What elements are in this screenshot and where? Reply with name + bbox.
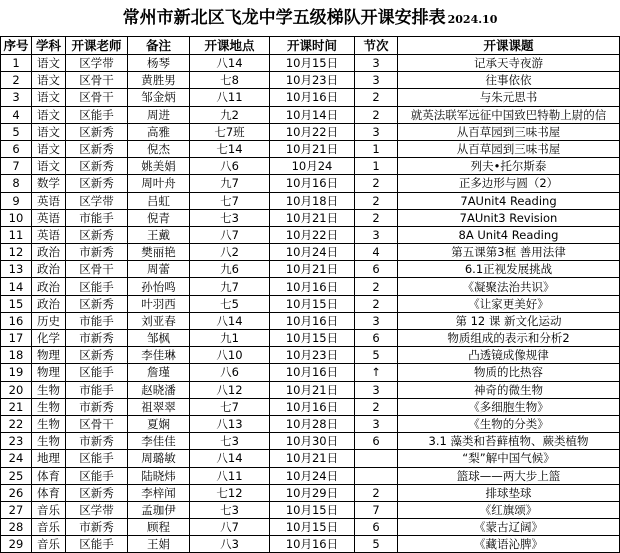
time-cell: 10月16日 — [270, 364, 355, 381]
table-row — [1, 415, 620, 432]
row-number: 24 — [1, 450, 32, 467]
period-cell: ↑ — [355, 364, 398, 381]
table-row — [1, 295, 620, 312]
table-row — [1, 55, 620, 72]
time-cell: 10月21日 — [270, 261, 355, 278]
subject-cell: 生物 — [32, 433, 66, 450]
table-row — [1, 467, 620, 484]
topic-cell: 物质的比热容 — [398, 364, 620, 381]
room-cell: 九1 — [190, 330, 270, 347]
row-number: 20 — [1, 381, 32, 398]
period-cell: 6 — [355, 261, 398, 278]
tier-cell: 区新秀 — [66, 158, 128, 175]
room-cell: 八14 — [190, 55, 270, 72]
topic-cell: 神奇的微生物 — [398, 381, 620, 398]
subject-cell: 体育 — [32, 484, 66, 501]
time-cell: 10月15日 — [270, 330, 355, 347]
topic-cell: 7AUnit3 Revision — [398, 209, 620, 226]
topic-cell: 排球垫球 — [398, 484, 620, 501]
row-number: 8 — [1, 175, 32, 192]
period-cell: 6 — [355, 330, 398, 347]
topic-cell: 列夫•托尔斯泰 — [398, 158, 620, 175]
room-cell: 七7 — [190, 192, 270, 209]
row-number: 26 — [1, 484, 32, 501]
teacher-cell: 姚美娟 — [128, 158, 190, 175]
teacher-cell: 王戴 — [128, 226, 190, 243]
room-cell: 九2 — [190, 106, 270, 123]
period-cell: 6 — [355, 519, 398, 536]
time-cell: 10月29日 — [270, 484, 355, 501]
time-cell: 10月16日 — [270, 312, 355, 329]
period-cell: 3 — [355, 381, 398, 398]
topic-cell: 《凝聚法治共识》 — [398, 278, 620, 295]
subject-cell: 语文 — [32, 140, 66, 157]
subject-cell: 物理 — [32, 364, 66, 381]
tier-cell: 市新秀 — [66, 244, 128, 261]
period-cell — [355, 450, 398, 467]
tier-cell: 区学带 — [66, 192, 128, 209]
time-cell: 10月22日 — [270, 226, 355, 243]
table-row — [1, 192, 620, 209]
period-cell: 2 — [355, 484, 398, 501]
time-cell: 10月21日 — [270, 381, 355, 398]
topic-cell: 记承天寺夜游 — [398, 55, 620, 72]
time-cell: 10月14日 — [270, 106, 355, 123]
topic-cell: 第 12 课 新文化运动 — [398, 312, 620, 329]
topic-cell: 篮球——两大步上篮 — [398, 467, 620, 484]
row-number: 12 — [1, 244, 32, 261]
time-cell: 10月15日 — [270, 501, 355, 518]
table-row — [1, 72, 620, 89]
tier-cell: 区新秀 — [66, 484, 128, 501]
topic-cell: 物质组成的表示和分析2 — [398, 330, 620, 347]
room-cell: 八10 — [190, 347, 270, 364]
table-body — [1, 55, 620, 553]
room-cell: 八6 — [190, 364, 270, 381]
topic-cell: 《蒙古辽阔》 — [398, 519, 620, 536]
tier-cell: 市新秀 — [66, 519, 128, 536]
row-number: 16 — [1, 312, 32, 329]
subject-cell: 数学 — [32, 175, 66, 192]
teacher-cell: 倪杰 — [128, 140, 190, 157]
room-cell: 八6 — [190, 158, 270, 175]
time-cell: 10月16日 — [270, 398, 355, 415]
subject-cell: 语文 — [32, 123, 66, 140]
topic-cell: 7AUnit4 Reading — [398, 192, 620, 209]
row-number: 28 — [1, 519, 32, 536]
table-row — [1, 209, 620, 226]
subject-cell: 化学 — [32, 330, 66, 347]
topic-cell: 《生物的分类》 — [398, 415, 620, 432]
row-number: 25 — [1, 467, 32, 484]
room-cell: 八3 — [190, 536, 270, 553]
table-row — [1, 158, 620, 175]
teacher-cell: 孙怡鸣 — [128, 278, 190, 295]
topic-cell: 《红旗颂》 — [398, 501, 620, 518]
tier-cell: 市新秀 — [66, 330, 128, 347]
period-cell: 6 — [355, 433, 398, 450]
table-row — [1, 484, 620, 501]
room-cell: 九7 — [190, 278, 270, 295]
time-cell: 10月30日 — [270, 433, 355, 450]
room-cell: 九6 — [190, 261, 270, 278]
period-cell: 5 — [355, 536, 398, 553]
row-number: 11 — [1, 226, 32, 243]
time-cell: 10月23日 — [270, 347, 355, 364]
period-cell: 2 — [355, 89, 398, 106]
topic-cell: 就英法联军远征中国致巴特勒上尉的信 — [398, 106, 620, 123]
teacher-cell: 黄胜男 — [128, 72, 190, 89]
topic-cell: 往事依依 — [398, 72, 620, 89]
tier-cell: 市能手 — [66, 209, 128, 226]
teacher-cell: 祖翠翠 — [128, 398, 190, 415]
row-number: 9 — [1, 192, 32, 209]
row-number: 22 — [1, 415, 32, 432]
teacher-cell: 王娟 — [128, 536, 190, 553]
table-row — [1, 244, 620, 261]
teacher-cell: 李佳琳 — [128, 347, 190, 364]
title-text: 常州市新北区飞龙中学五级梯队开课安排表 — [122, 8, 446, 28]
table-row — [1, 450, 620, 467]
subject-cell: 生物 — [32, 415, 66, 432]
tier-cell: 区骨干 — [66, 261, 128, 278]
period-cell: 3 — [355, 226, 398, 243]
topic-cell: 凸透镜成像规律 — [398, 347, 620, 364]
tier-cell: 区能手 — [66, 536, 128, 553]
subject-cell: 历史 — [32, 312, 66, 329]
time-cell: 10月16日 — [270, 278, 355, 295]
table-row — [1, 140, 620, 157]
subject-cell: 语文 — [32, 89, 66, 106]
tier-cell: 区骨干 — [66, 72, 128, 89]
row-number: 17 — [1, 330, 32, 347]
room-cell: 七5 — [190, 295, 270, 312]
room-cell: 八11 — [190, 467, 270, 484]
table-row — [1, 89, 620, 106]
tier-cell: 区骨干 — [66, 415, 128, 432]
teacher-cell: 邹枫 — [128, 330, 190, 347]
tier-cell: 区新秀 — [66, 226, 128, 243]
time-cell: 10月15日 — [270, 55, 355, 72]
teacher-cell: 夏娴 — [128, 415, 190, 432]
period-cell: 1 — [355, 140, 398, 157]
table-row — [1, 226, 620, 243]
tier-cell: 区新秀 — [66, 175, 128, 192]
tier-cell: 市新秀 — [66, 398, 128, 415]
time-cell: 10月21日 — [270, 209, 355, 226]
teacher-cell: 李佳佳 — [128, 433, 190, 450]
room-cell: 七3 — [190, 501, 270, 518]
period-cell — [355, 467, 398, 484]
table-row — [1, 536, 620, 553]
row-number: 1 — [1, 55, 32, 72]
row-number: 21 — [1, 398, 32, 415]
tier-cell: 区能手 — [66, 106, 128, 123]
period-cell: 2 — [355, 278, 398, 295]
teacher-cell: 詹瑾 — [128, 364, 190, 381]
teacher-cell: 李梓闻 — [128, 484, 190, 501]
tier-cell: 区新秀 — [66, 123, 128, 140]
room-cell: 七3 — [190, 433, 270, 450]
tier-cell: 市能手 — [66, 312, 128, 329]
row-number: 15 — [1, 295, 32, 312]
row-number: 6 — [1, 140, 32, 157]
header-col-subject: 学科 — [32, 37, 66, 55]
subject-cell: 物理 — [32, 347, 66, 364]
row-number: 7 — [1, 158, 32, 175]
table-row — [1, 261, 620, 278]
tier-cell: 区新秀 — [66, 140, 128, 157]
header-col-teacher: 备注 — [128, 37, 190, 55]
room-cell: 八13 — [190, 415, 270, 432]
table-row — [1, 519, 620, 536]
table-row — [1, 501, 620, 518]
time-cell: 10月15日 — [270, 519, 355, 536]
header-col-no: 序号 — [1, 37, 32, 55]
teacher-cell: 孟珈伊 — [128, 501, 190, 518]
header-col-room: 开课地点 — [190, 37, 270, 55]
table-row — [1, 347, 620, 364]
subject-cell: 语文 — [32, 106, 66, 123]
topic-cell: 第五课第3框 善用法律 — [398, 244, 620, 261]
topic-cell: 与朱元思书 — [398, 89, 620, 106]
table-row — [1, 330, 620, 347]
teacher-cell: 周璐敏 — [128, 450, 190, 467]
time-cell: 10月28日 — [270, 415, 355, 432]
teacher-cell: 叶羽西 — [128, 295, 190, 312]
table-row — [1, 278, 620, 295]
tier-cell: 区能手 — [66, 467, 128, 484]
time-cell: 10月21日 — [270, 140, 355, 157]
title-date: 2024.10 — [447, 13, 498, 26]
room-cell: 七14 — [190, 140, 270, 157]
room-cell: 八14 — [190, 312, 270, 329]
room-cell: 八7 — [190, 519, 270, 536]
subject-cell: 生物 — [32, 398, 66, 415]
subject-cell: 音乐 — [32, 536, 66, 553]
period-cell: 7 — [355, 501, 398, 518]
subject-cell: 地理 — [32, 450, 66, 467]
room-cell: 七8 — [190, 72, 270, 89]
period-cell: 4 — [355, 244, 398, 261]
table-row — [1, 398, 620, 415]
subject-cell: 生物 — [32, 381, 66, 398]
subject-cell: 政治 — [32, 295, 66, 312]
teacher-cell: 赵晓潘 — [128, 381, 190, 398]
table-row — [1, 312, 620, 329]
header-row — [1, 37, 620, 55]
period-cell: 5 — [355, 347, 398, 364]
header-col-period: 节次 — [355, 37, 398, 55]
time-cell: 10月23日 — [270, 72, 355, 89]
period-cell: 3 — [355, 55, 398, 72]
period-cell: 2 — [355, 192, 398, 209]
time-cell: 10月21日 — [270, 450, 355, 467]
row-number: 29 — [1, 536, 32, 553]
teacher-cell: 杨琴 — [128, 55, 190, 72]
room-cell: 七7班 — [190, 123, 270, 140]
teacher-cell: 周进 — [128, 106, 190, 123]
topic-cell: 《让家更美好》 — [398, 295, 620, 312]
row-number: 2 — [1, 72, 32, 89]
teacher-cell: 周蕾 — [128, 261, 190, 278]
period-cell: 3 — [355, 415, 398, 432]
room-cell: 七12 — [190, 484, 270, 501]
period-cell: 3 — [355, 72, 398, 89]
time-cell: 10月16日 — [270, 89, 355, 106]
document-title — [0, 0, 620, 36]
table-row — [1, 175, 620, 192]
teacher-cell: 倪青 — [128, 209, 190, 226]
tier-cell: 区骨干 — [66, 89, 128, 106]
row-number: 18 — [1, 347, 32, 364]
subject-cell: 政治 — [32, 244, 66, 261]
topic-cell: 6.1正视发展挑战 — [398, 261, 620, 278]
tier-cell: 区新秀 — [66, 347, 128, 364]
topic-cell: 8A Unit4 Reading — [398, 226, 620, 243]
period-cell: 2 — [355, 106, 398, 123]
room-cell: 八12 — [190, 381, 270, 398]
subject-cell: 音乐 — [32, 519, 66, 536]
subject-cell: 政治 — [32, 261, 66, 278]
topic-cell: “梨”解中国气候》 — [398, 450, 620, 467]
time-cell: 10月15日 — [270, 295, 355, 312]
tier-cell: 区学带 — [66, 501, 128, 518]
subject-cell: 英语 — [32, 226, 66, 243]
table-row — [1, 123, 620, 140]
topic-cell: 从百草园到三味书屋 — [398, 140, 620, 157]
topic-cell: 《多细胞生物》 — [398, 398, 620, 415]
row-number: 13 — [1, 261, 32, 278]
subject-cell: 音乐 — [32, 501, 66, 518]
topic-cell: 《藏语沁脾》 — [398, 536, 620, 553]
time-cell: 10月18日 — [270, 192, 355, 209]
table-row — [1, 364, 620, 381]
row-number: 5 — [1, 123, 32, 140]
period-cell: 3 — [355, 123, 398, 140]
tier-cell: 区学带 — [66, 55, 128, 72]
period-cell: 3 — [355, 312, 398, 329]
subject-cell: 政治 — [32, 278, 66, 295]
subject-cell: 英语 — [32, 192, 66, 209]
room-cell: 八11 — [190, 89, 270, 106]
room-cell: 七3 — [190, 209, 270, 226]
period-cell: 2 — [355, 295, 398, 312]
time-cell: 10月24日 — [270, 467, 355, 484]
tier-cell: 市能手 — [66, 381, 128, 398]
teacher-cell: 樊丽艳 — [128, 244, 190, 261]
subject-cell: 体育 — [32, 467, 66, 484]
row-number: 4 — [1, 106, 32, 123]
teacher-cell: 刘亚春 — [128, 312, 190, 329]
tier-cell: 市新秀 — [66, 433, 128, 450]
row-number: 19 — [1, 364, 32, 381]
schedule-table — [0, 36, 620, 553]
topic-cell: 正多边形与圆（2） — [398, 175, 620, 192]
subject-cell: 语文 — [32, 72, 66, 89]
table-row — [1, 381, 620, 398]
row-number: 27 — [1, 501, 32, 518]
time-cell: 10月24 — [270, 158, 355, 175]
room-cell: 七7 — [190, 398, 270, 415]
period-cell: 1 — [355, 158, 398, 175]
room-cell: 八2 — [190, 244, 270, 261]
time-cell: 10月24日 — [270, 244, 355, 261]
tier-cell: 区新秀 — [66, 295, 128, 312]
table-row — [1, 433, 620, 450]
topic-cell: 3.1 藻类和苔藓植物、蕨类植物 — [398, 433, 620, 450]
period-cell: 2 — [355, 398, 398, 415]
teacher-cell: 邹金炳 — [128, 89, 190, 106]
room-cell: 八7 — [190, 226, 270, 243]
room-cell: 九7 — [190, 175, 270, 192]
room-cell: 八14 — [190, 450, 270, 467]
row-number: 3 — [1, 89, 32, 106]
time-cell: 10月16日 — [270, 536, 355, 553]
subject-cell: 英语 — [32, 209, 66, 226]
time-cell: 10月16日 — [270, 175, 355, 192]
topic-cell: 从百草园到三味书屋 — [398, 123, 620, 140]
tier-cell: 区能手 — [66, 450, 128, 467]
subject-cell: 语文 — [32, 158, 66, 175]
row-number: 14 — [1, 278, 32, 295]
tier-cell: 区能手 — [66, 364, 128, 381]
header-col-tier: 开课老师 — [66, 37, 128, 55]
header-col-time: 开课时间 — [270, 37, 355, 55]
row-number: 10 — [1, 209, 32, 226]
teacher-cell: 吕虹 — [128, 192, 190, 209]
time-cell: 10月22日 — [270, 123, 355, 140]
teacher-cell: 周叶舟 — [128, 175, 190, 192]
tier-cell: 区能手 — [66, 278, 128, 295]
row-number: 23 — [1, 433, 32, 450]
teacher-cell: 顾程 — [128, 519, 190, 536]
period-cell: 2 — [355, 209, 398, 226]
period-cell: 2 — [355, 175, 398, 192]
subject-cell: 语文 — [32, 55, 66, 72]
header-col-topic: 开课课题 — [398, 37, 620, 55]
table-row — [1, 106, 620, 123]
teacher-cell: 陆晓炜 — [128, 467, 190, 484]
teacher-cell: 高雅 — [128, 123, 190, 140]
